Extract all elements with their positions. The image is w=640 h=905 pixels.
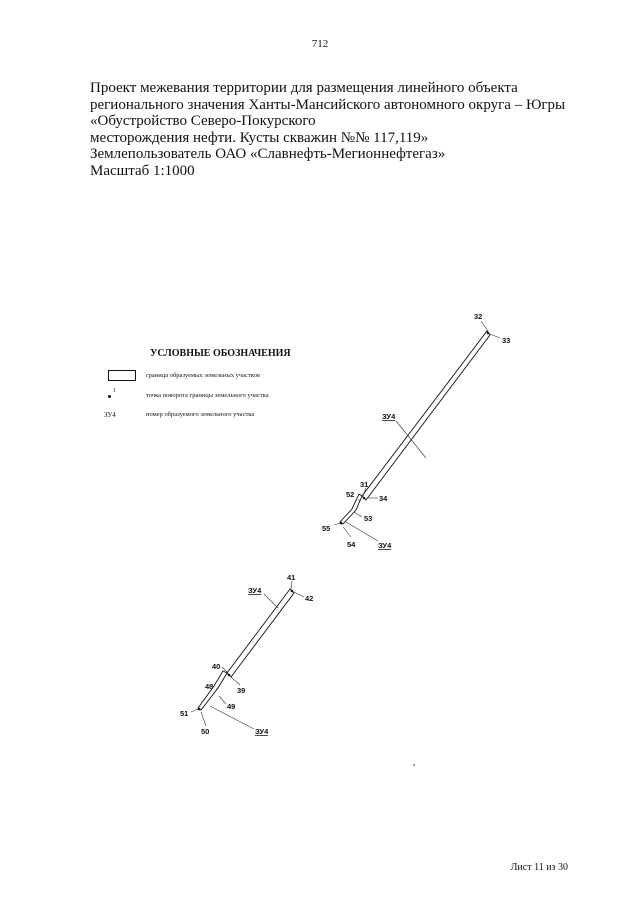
title-line: месторождения нефти. Кусты скважин №№ 117,119» <box>90 129 429 146</box>
boundary-point-marker <box>363 497 366 500</box>
parcel-code-label: ЗУ4 <box>378 541 392 550</box>
boundary-point-marker <box>198 708 201 711</box>
point-label-54: 54 <box>347 540 356 549</box>
parcel-code-label: ЗУ4 <box>248 586 262 595</box>
sheet-footer: Лист 11 из 30 <box>510 862 568 873</box>
title-line: «Обустройство Северо-Покурского <box>90 113 316 129</box>
point-label-40: 40 <box>212 662 221 671</box>
point-symbol-label: 1 <box>113 388 116 394</box>
point-label-32: 32 <box>474 312 483 321</box>
point-label-33: 33 <box>502 336 511 345</box>
page-number: 712 <box>311 38 329 50</box>
boundary-point-marker <box>228 674 231 677</box>
leader-line <box>264 594 278 608</box>
point-label-51: 51 <box>180 709 189 718</box>
point-label-34: 34 <box>379 494 388 503</box>
leader-line <box>291 581 292 589</box>
legend-item-text: точка поворота границы земельного участка <box>146 392 269 399</box>
parcel-code-label: ЗУ4 <box>382 412 396 421</box>
point-label-42: 42 <box>305 594 314 603</box>
parcel-boundary-lower <box>227 589 294 677</box>
leader-line <box>294 592 304 597</box>
leader-line <box>201 712 206 726</box>
point-label-41: 41 <box>287 573 296 582</box>
title-line: регионального значения Ханты-Мансийского автономного округа – Югры <box>90 96 566 113</box>
legend-title: УСЛОВНЫЕ ОБОЗНАЧЕНИЯ <box>150 348 291 359</box>
title-line: Землепользователь ОАО «Славнефть-Мегионнефтегаз» <box>90 146 446 162</box>
leader-line <box>231 677 240 685</box>
point-label-50: 50 <box>201 727 210 736</box>
point-label-55: 55 <box>322 524 331 533</box>
leader-line <box>216 686 219 690</box>
point-label-48: 48 <box>205 682 214 691</box>
point-label-49: 49 <box>227 702 236 711</box>
boundary-point-marker <box>340 522 343 525</box>
legend-item-text: граница образуемых земельных участков <box>146 372 260 379</box>
parcel-code-symbol: ЗУ4 <box>104 411 116 419</box>
boundary-point-marker <box>487 332 490 335</box>
point-label-53: 53 <box>364 514 373 523</box>
title-line: Проект межевания территории для размещения линейного объекта <box>90 80 518 96</box>
point-label-39: 39 <box>237 686 246 695</box>
leader-line <box>481 321 488 331</box>
leader-line <box>334 523 340 525</box>
leader-line <box>490 334 500 338</box>
leader-line <box>219 696 226 704</box>
leader-line <box>346 522 378 541</box>
legend-item-text: номер образуемого земельного участка <box>146 411 255 418</box>
point-label-31: 31 <box>360 480 369 489</box>
scan-speck <box>413 764 415 766</box>
scale-line: Масштаб 1:1000 <box>90 162 195 179</box>
leader-line <box>343 527 351 537</box>
leader-line <box>191 709 198 712</box>
parcel-code-label: ЗУ4 <box>255 727 269 736</box>
point-label-52: 52 <box>346 490 355 499</box>
leader-line <box>354 512 362 517</box>
boundary-point-marker <box>291 590 294 593</box>
